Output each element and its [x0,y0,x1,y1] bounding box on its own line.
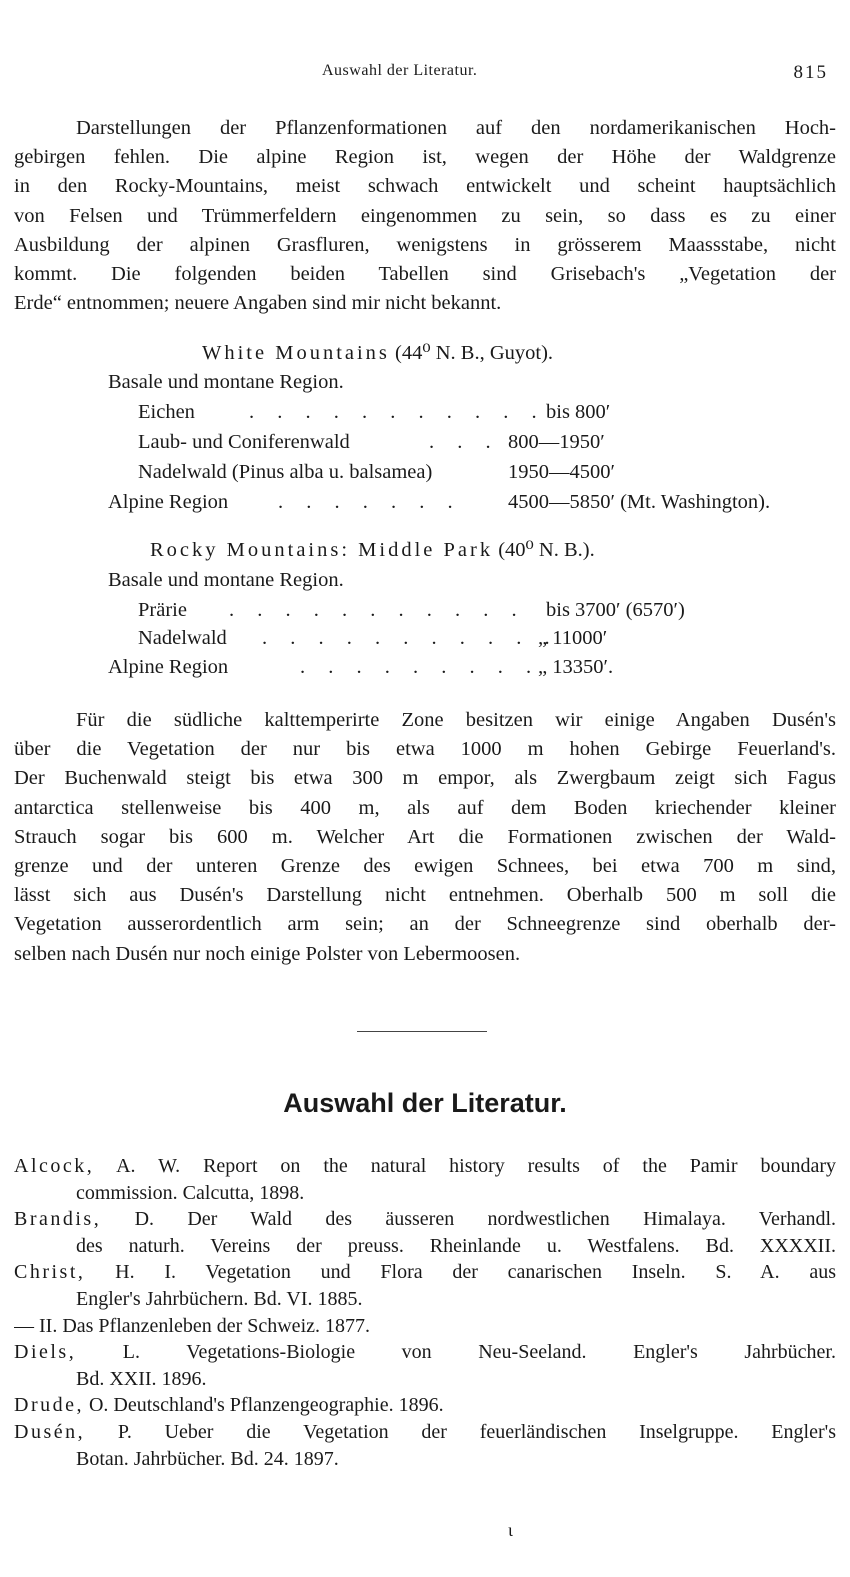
table-heading-name: Rocky Mountains: Middle Park [150,539,494,561]
paragraph-feuerland [14,706,836,969]
row-value: „ 13350′. [538,656,614,678]
reference-item [14,1419,836,1472]
reference-author: Alcock, [14,1155,95,1177]
text-line: lässt sich aus Dusén's Darstellung nicht entnehmen. Oberhalb 500 m soll die [14,884,836,907]
reference-line: Botan. Jahrbücher. Bd. 24. 1897. [76,1447,339,1470]
text-line: Darstellungen der Pflanzenformationen auf den nordamerikanischen Hoch- [76,117,836,139]
reference-line [14,1419,836,1446]
reference-text: D. Der Wald des äusseren nordwestlichen Himalaya. Verhandl. [134,1208,836,1231]
reference-line [14,1153,836,1180]
row-value: 1950—4500′ [508,461,615,483]
reference-author: Drude, [14,1394,84,1417]
leader-dots: . . . . . . . . . . . [229,599,526,621]
row-value: bis 800′ [546,401,611,423]
row-label: Alpine Region [108,656,229,678]
text-line: Für die südliche kalttemperirte Zone besitzen wir einige Angaben Dusén's [76,709,836,731]
reference-line [14,1206,836,1233]
reference-line [14,1259,836,1286]
printer-mark: ɩ [508,1520,513,1540]
text-line: Erde“ entnommen; neuere Angaben sind mir nicht bekannt. [14,292,502,315]
paragraph-north-america [14,114,836,318]
running-head [0,62,850,88]
reference-list [14,1153,836,1472]
table-heading-detail: (40⁰ N. B.). [498,539,595,561]
row-label: Alpine Region [108,491,229,513]
leader-dots: . . . . . . . . . . . [262,627,559,649]
page-number: 815 [793,62,828,83]
text-line: von Felsen und Trümmerfeldern eingenommen zu sein, so dass es zu einer [14,204,836,227]
reference-item [14,1313,836,1340]
reference-author: Christ, [14,1261,86,1284]
reference-text: H. I. Vegetation und Flora der canarischen Inseln. S. A. aus [115,1261,836,1284]
table-heading [202,340,553,365]
row-label: Laub- und Coniferenwald [138,431,350,453]
leader-dots: . . . . . . . [278,491,462,513]
reference-item [14,1206,836,1259]
section-divider [357,1031,487,1032]
row-value: 4500—5850′ (Mt. Washington). [508,491,771,513]
row-value: „ 11000′ [538,627,608,649]
text-line: Der Buchenwald steigt bis etwa 300 m empor, als Zwergbaum zeigt sich Fagus [14,767,836,790]
reference-line: des naturh. Vereins der preuss. Rheinlande u. Westfalens. Bd. XXXXII. [76,1234,836,1257]
row-label: Nadelwald [138,627,227,649]
reference-line: Bd. XXII. 1896. [76,1367,207,1390]
reference-item [14,1392,836,1419]
table-subheading: Basale und montane Region. [108,569,344,591]
text-line: in den Rocky-Mountains, meist schwach entwickelt und scheint hauptsächlich [14,175,836,198]
reference-author: Diels, [14,1341,77,1364]
row-label: Nadelwald (Pinus alba u. balsamea) [138,461,433,483]
leader-dots: . . . [429,431,500,453]
reference-author: Dusén, [14,1420,86,1443]
row-label: Prärie [138,599,187,621]
reference-item [14,1259,836,1312]
reference-line: commission. Calcutta, 1898. [76,1181,305,1204]
table-subheading: Basale und montane Region. [108,371,344,393]
reference-author: Brandis, [14,1208,102,1231]
text-line: antarctica stellenweise bis 400 m, als auf dem Boden kriechender kleiner [14,796,836,819]
table-heading-name: White Mountains [202,342,390,364]
text-line: Vegetation ausserordentlich arm sein; an der Schneegrenze sind oberhalb der- [14,913,836,936]
text-line: grenze und der unteren Grenze des ewigen Schnees, bei etwa 700 m sind, [14,855,836,878]
text-line: über die Vegetation der nur bis etwa 1000 m hohen Gebirge Feuerland's. [14,738,836,761]
row-value: bis 3700′ (6570′) [546,599,685,621]
leader-dots: . . . . . . . . . . . [249,401,546,423]
reference-text: A. W. Report on the natural history results of the Pamir boundary [116,1155,836,1177]
reference-text: O. Deutschland's Pflanzengeographie. 1896. [88,1394,444,1417]
text-line: selben nach Dusén nur noch einige Polster von Lebermoosen. [14,942,521,965]
text-line: kommt. Die folgenden beiden Tabellen sind Grisebach's „Vegetation der [14,263,836,286]
row-label: Eichen [138,401,195,423]
running-head-title: Auswahl der Literatur. [322,62,478,79]
table-heading [150,537,595,562]
reference-line: Engler's Jahrbüchern. Bd. VI. 1885. [76,1287,363,1310]
reference-item [14,1153,836,1206]
text-line: gebirgen fehlen. Die alpine Region ist, wegen der Höhe der Waldgrenze [14,146,836,169]
table-heading-detail: (44⁰ N. B., Guyot). [395,342,554,364]
section-title: Auswahl der Literatur. [283,1088,567,1118]
text-line: Strauch sogar bis 600 m. Welcher Art die Formationen zwischen der Wald- [14,825,836,848]
reference-line [14,1339,836,1366]
reference-text: P. Ueber die Vegetation der feuerländischen Inselgruppe. Engler's [117,1420,836,1443]
reference-text: L. Vegetations-Biologie von Neu-Seeland. Engler's Jahrbücher. [122,1341,836,1364]
reference-line [14,1392,836,1419]
row-value: 800—1950′ [508,431,605,453]
leader-dots: . . . . . . . . . [300,656,541,678]
reference-item [14,1339,836,1392]
reference-line: — II. Das Pflanzenleben der Schweiz. 1877. [14,1314,370,1337]
text-line: Ausbildung der alpinen Grasfluren, wenigstens in grösserem Maassstabe, nicht [14,233,836,256]
